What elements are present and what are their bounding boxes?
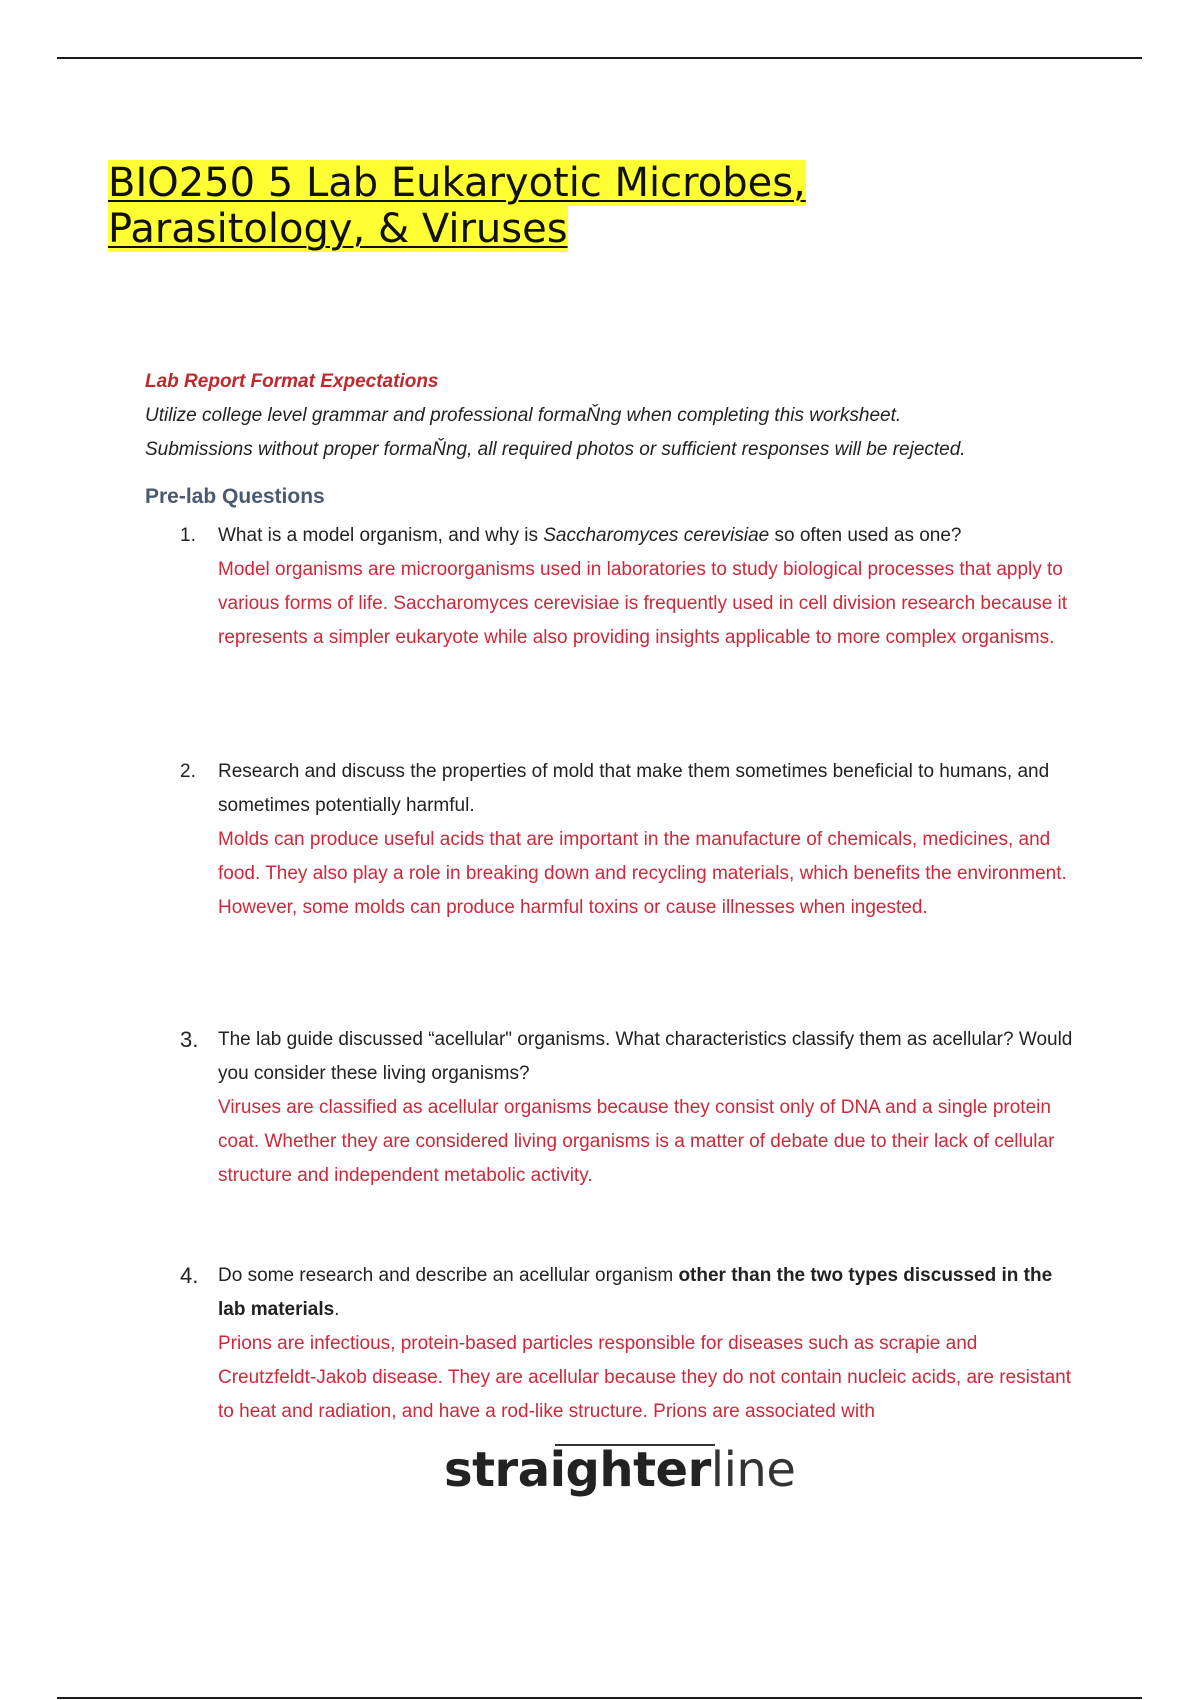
question-3-answer: Viruses are classified as acellular organisms because they consist only of DNA and a single protein coat. Whether they are considered living organisms is a matter of debate due to their lack of cellular structure and independent metabolic activity. [218,1097,1055,1186]
question-1-number: 1. [180,525,196,546]
format-expectations-heading: Lab Report Format Expectations [145,371,439,392]
question-2-answer: Molds can produce useful acids that are important in the manufacture of chemicals, medicines, and food. They also play a role in breaking down and recycling materials, which benefits the environment. However, some molds can produce harmful toxins or cause illnesses when ingested. [218,829,1067,918]
question-2-number: 2. [180,761,196,782]
watermark-logo [444,1440,795,1500]
document-title [108,160,1008,252]
question-1 [180,519,1080,655]
question-4-text-emphasis: other than the two types discussed in the lab materials [218,1265,1053,1320]
top-rule [57,57,1142,59]
question-4-number: 4. [180,1263,199,1288]
prelab-heading: Pre-lab Questions [145,485,325,508]
question-2-text: Research and discuss the properties of mold that make them sometimes beneficial to humans, and sometimes potentially harmful. [218,761,1050,816]
bottom-rule [57,1697,1142,1699]
format-expectations-line-1: Utilize college level grammar and professional formaŇng when completing this worksheet. [145,405,902,426]
question-4 [180,1259,1080,1429]
question-1-text [218,519,1080,553]
question-4-answer: Prions are infectious, protein-based particles responsible for diseases such as scrapie and Creutzfeldt-Jakob disease. They are acellular because they do not contain nucleic acids, are resistant to heat and radiation, and have a rod-like structure. Prions are associated with [218,1333,1072,1422]
watermark-logo-light: line [710,1442,796,1498]
question-4-text-end: . [334,1299,340,1320]
question-3-number: 3. [180,1027,199,1052]
question-4-text-start: Do some research and describe an acellular organism [218,1265,679,1286]
question-1-species-name: Saccharomyces cerevisiae [543,525,770,546]
format-expectations [145,365,1105,467]
question-1-text-end: so often used as one? [769,525,962,546]
question-3 [180,1023,1080,1193]
question-1-answer: Model organisms are microorganisms used in laboratories to study biological processes that apply to various forms of life. Saccharomyces cerevisiae is frequently used in cell division research because it represents a simpler eukaryote while also providing insights applicable to more complex organisms. [218,559,1068,648]
question-4-text [218,1259,1080,1327]
document-title-text: BIO250 5 Lab Eukaryotic Microbes, Parasitology, & Viruses [108,160,806,252]
format-expectations-line-2: Submissions without proper formaŇng, all required photos or sufficient responses will be rejected. [145,439,966,460]
question-3-text: The lab guide discussed “acellular" organisms. What characteristics classify them as acellular? Would you consider these living organisms? [218,1029,1073,1084]
question-2 [180,755,1080,925]
watermark-logo-bold: straighter [444,1442,711,1498]
question-1-text-start: What is a model organism, and why is [218,525,544,546]
